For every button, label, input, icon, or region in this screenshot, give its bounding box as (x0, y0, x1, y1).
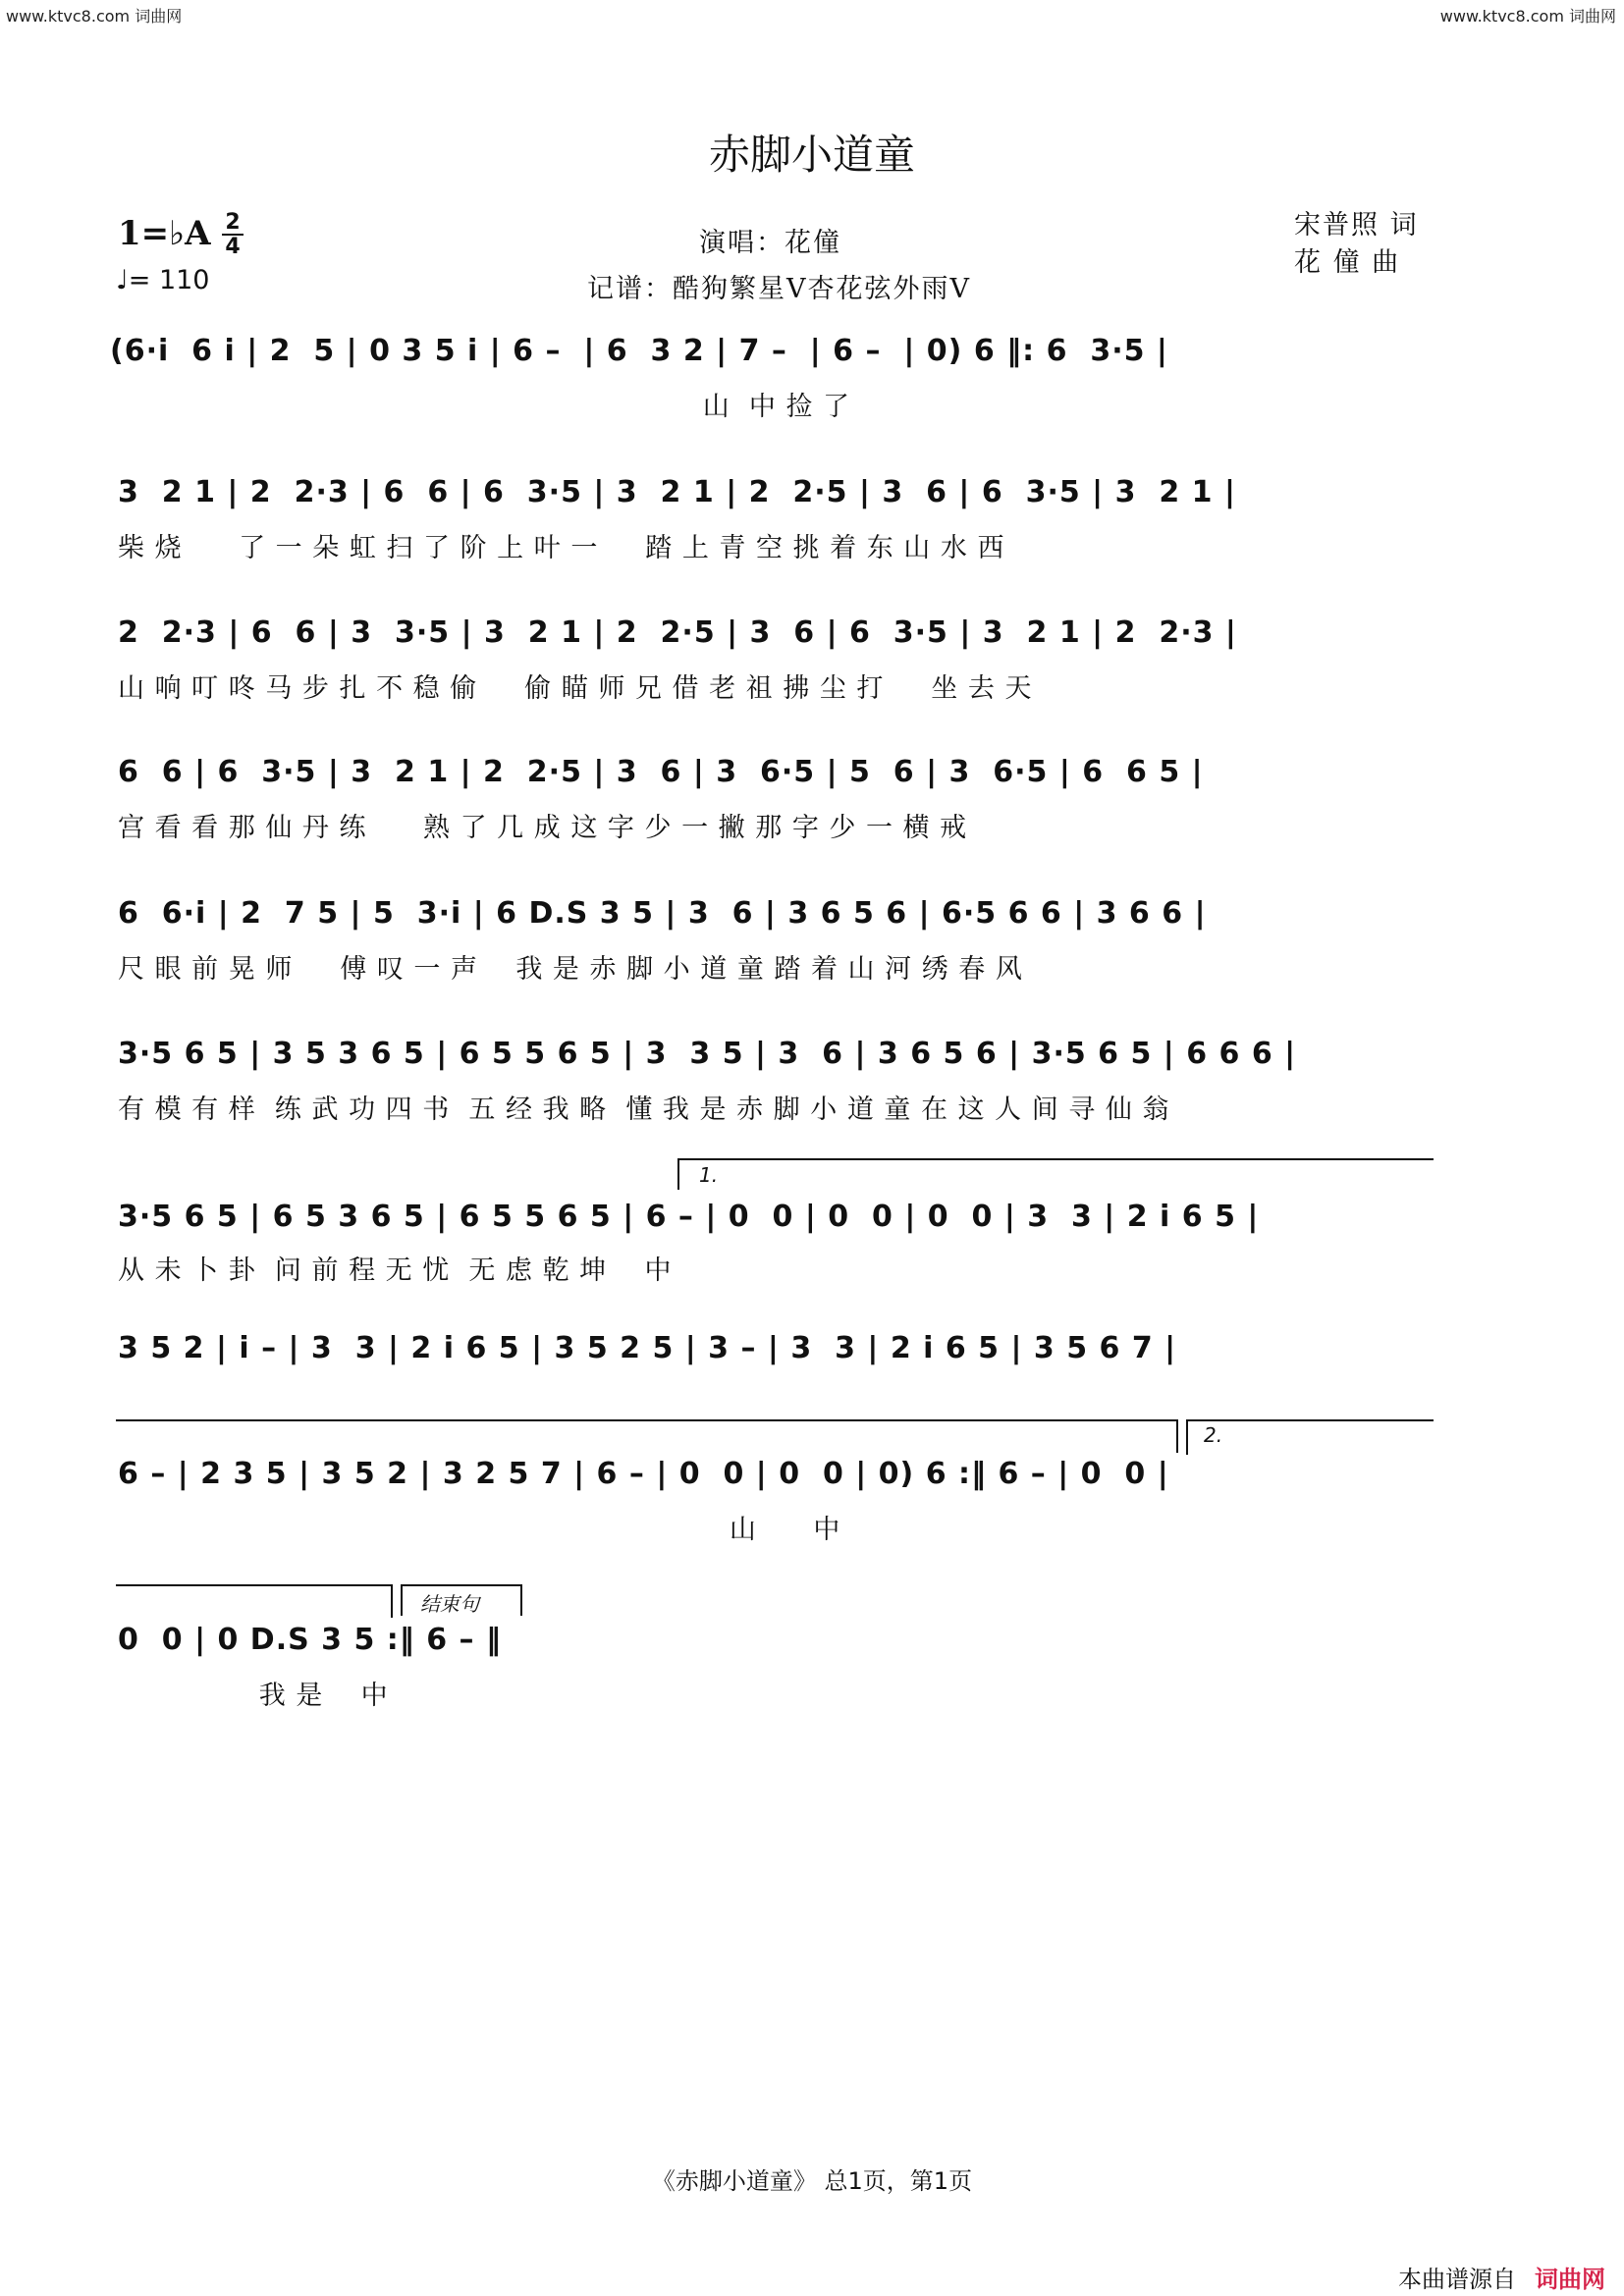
lyrics-system-2: 柴 烧 了 一 朵 虹 扫 了 阶 上 叶 一 踏 上 青 空 挑 着 东 山 水 西 (118, 533, 1005, 563)
singer-credit: 演唱：花僮 (699, 228, 841, 258)
lyrics-system-1: 山 中 捡 了 (110, 392, 851, 422)
notation-system-7: 3·5 6 5 | 6 5 3 6 5 | 6 5 5 6 5 | 6 – | 0 0 | 0 0 | 0 0 | 3 3 | 2 i 6 5 | (118, 1200, 1260, 1234)
notation-system-1: (6·i 6 i | 2 5 | 0 3 5 i | 6 – | 6 3 2 | 7 – | 6 – | 0) 6 ‖: 6 3·5 | (110, 334, 1168, 368)
notation-system-9: 6 – | 2 3 5 | 3 5 2 | 3 2 5 7 | 6 – | 0 0 | 0 0 | 0) 6 :‖ 6 – | 0 0 | (118, 1457, 1169, 1491)
coda-label: 结束句 (420, 1592, 479, 1616)
notation-system-4: 6 6 | 6 3·5 | 3 2 1 | 2 2·5 | 3 6 | 3 6·5 | 5 6 | 3 6·5 | 6 6 5 | (118, 755, 1204, 789)
volta-label-2: 2. (1204, 1423, 1223, 1447)
lyrics-system-7: 从 未 卜 卦 问 前 程 无 忧 无 虑 乾 坤 中 (118, 1255, 673, 1286)
time-signature-bottom: 4 (225, 235, 241, 259)
lyrics-system-3: 山 响 叮 咚 马 步 扎 不 稳 偷 偷 瞄 师 兄 借 老 祖 拂 尘 打 坐 去 天 (118, 673, 1033, 704)
notation-system-8: 3 5 2 | i – | 3 3 | 2 i 6 5 | 3 5 2 5 | 3 – | 3 3 | 2 i 6 5 | 3 5 6 7 | (118, 1331, 1177, 1365)
volta-bracket-2 (1186, 1419, 1434, 1455)
volta-bracket-1 (677, 1158, 1434, 1190)
composer-credit: 花 僮 曲 (1294, 247, 1401, 278)
volta-end-mark (1176, 1419, 1178, 1453)
lyrics-system-5: 尺 眼 前 晃 师 傅 叹 一 声 我 是 赤 脚 小 道 童 踏 着 山 河 绣 春 风 (118, 954, 1023, 985)
notation-system-10: 0 0 | 0 D.S 3 5 :‖ 6 – ‖ (118, 1623, 502, 1657)
site-watermark-right: www.ktvc8.com 词曲网 (1439, 7, 1616, 26)
time-signature-top: 2 (225, 210, 241, 235)
transcriber-credit: 记谱：酷狗繁星V杏花弦外雨V (587, 274, 971, 304)
ending-continuation-line (116, 1584, 393, 1586)
lyrics-system-4: 宫 看 看 那 仙 丹 练 熟 了 几 成 这 字 少 一 撇 那 字 少 一 横 戒 (118, 813, 968, 843)
site-brand[interactable]: 词曲网 (1535, 2266, 1605, 2293)
source-credit: 本曲谱源自 (1398, 2266, 1516, 2293)
notation-system-6: 3·5 6 5 | 3 5 3 6 5 | 6 5 5 6 5 | 3 3 5 | 3 6 | 3 6 5 6 | 3·5 6 5 | 6 6 6 | (118, 1037, 1297, 1071)
page-info: 《赤脚小道童》 总1页，第1页 (651, 2167, 973, 2195)
tempo-marking: ♩= 110 (116, 265, 210, 295)
lyrics-system-10: 我 是 中 (118, 1681, 389, 1711)
ending-end-mark (391, 1584, 393, 1618)
site-watermark-left: www.ktvc8.com 词曲网 (6, 7, 183, 26)
time-signature (220, 212, 245, 257)
notation-system-2: 3 2 1 | 2 2·3 | 6 6 | 6 3·5 | 3 2 1 | 2 2·5 | 3 6 | 6 3·5 | 3 2 1 | (118, 475, 1236, 509)
lyrics-system-9: 山 中 (118, 1515, 841, 1545)
volta-label-1: 1. (699, 1163, 719, 1187)
volta-continuation-line (116, 1419, 1178, 1421)
lyricist-credit: 宋普照 词 (1294, 210, 1419, 240)
key-signature: 1=♭A (118, 214, 211, 253)
lyrics-system-6: 有 模 有 样 练 武 功 四 书 五 经 我 略 懂 我 是 赤 脚 小 道 童 在 这 人 间 寻 仙 翁 (118, 1095, 1170, 1125)
song-title: 赤脚小道童 (708, 131, 915, 179)
notation-system-5: 6 6·i | 2 7 5 | 5 3·i | 6 D.S 3 5 | 3 6 | 3 6 5 6 | 6·5 6 6 | 3 6 6 | (118, 896, 1207, 931)
notation-system-3: 2 2·3 | 6 6 | 3 3·5 | 3 2 1 | 2 2·5 | 3 6 | 6 3·5 | 3 2 1 | 2 2·3 | (118, 615, 1237, 650)
